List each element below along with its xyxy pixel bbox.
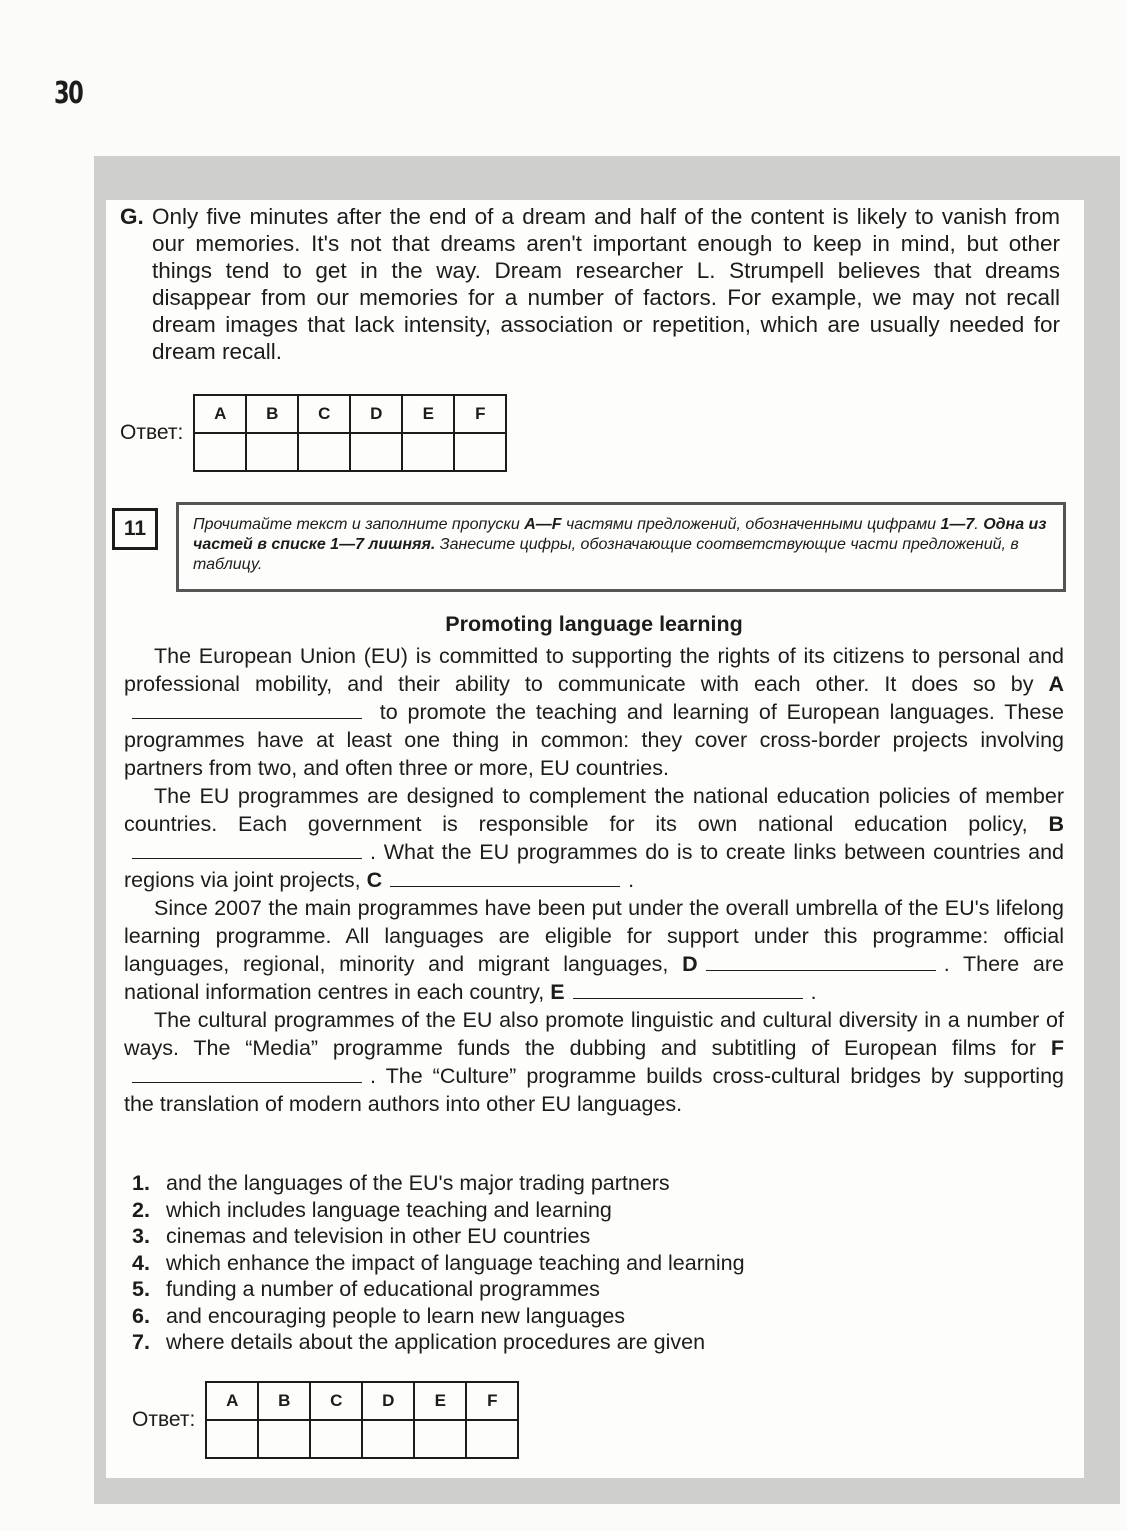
option-number: 1. [132, 1171, 150, 1195]
option-text: which enhance the impact of language teaching and learning [166, 1250, 745, 1275]
instruction-text: . [974, 516, 984, 533]
answer-label: Ответ: [132, 1408, 196, 1431]
instruction-text: Прочитайте текст и заполните пропуски [193, 516, 525, 533]
option-text: funding a number of educational programmes [166, 1277, 600, 1301]
answer-header-e: E [402, 395, 454, 433]
paragraph-2 [124, 782, 1064, 894]
paragraph-text: The cultural programmes of the EU also promote linguistic and cultural diversity in a number of ways. The “Media” programme funds the dubbing and subtitling of European films for [124, 1008, 1064, 1060]
answer-header-d: D [362, 1382, 414, 1420]
answer-header-f: F [454, 395, 506, 433]
option-number: 6. [132, 1303, 150, 1328]
answer-label: Ответ: [120, 421, 184, 444]
paragraph-1 [124, 642, 1064, 782]
answer-cell-d[interactable] [350, 433, 402, 471]
paragraph-text: to promote the teaching and learning of European languages. These programmes have at least one thing in common: they cover cross-border projects involving partners from two, and often three or more, EU countries. [124, 700, 1064, 780]
answer-cell-e[interactable] [414, 1420, 466, 1458]
gap-d-blank[interactable] [706, 969, 936, 971]
answer-header-a: A [206, 1382, 258, 1420]
gap-label-f: F [1050, 1036, 1064, 1060]
paragraph-text: Since 2007 the main programmes have been put under the overall umbrella of the EU's lifelong learning programme. All languages are eligible for support under this programme: official languages, regional, minority and migrant languages, [124, 896, 1064, 976]
option-item [132, 1276, 1032, 1303]
item-g-text: Only five minutes after the end of a dream and half of the content is likely to vanish from our memories. It's not that dreams aren't important enough to keep in mind, but other things tend to get in the way. Dream researcher L. Strumpell believes that dreams disappear from our memories for a number of factors. For example, we may not recall dream images that lack intensity, association or repetition, which are usually needed for dream recall. [152, 204, 1060, 364]
option-text: which includes language teaching and learning [166, 1197, 612, 1222]
item-g [120, 203, 1060, 365]
paragraph-4 [124, 1006, 1064, 1118]
gap-label-b: B [1048, 812, 1065, 836]
answer-header-b: B [258, 1382, 310, 1420]
answer-cell-d[interactable] [362, 1420, 414, 1458]
answer-header-f: F [466, 1382, 518, 1420]
paragraph-text: . The “Culture” programme builds cross-cultural bridges by supporting the translation of modern authors into other EU languages. [124, 1064, 1064, 1116]
answer-header-d: D [350, 395, 402, 433]
gap-label-c: C [366, 868, 383, 892]
answer-cell-c[interactable] [298, 433, 350, 471]
option-text: and the languages of the EU's major trading partners [166, 1171, 670, 1195]
instruction-emphasis: Одна из частей в списке 1—7 лишняя. [193, 516, 1047, 553]
answer-header-a: A [194, 395, 246, 433]
option-item [132, 1303, 1032, 1330]
instruction-emphasis: A—F [524, 516, 562, 533]
answer-cell-b[interactable] [258, 1420, 310, 1458]
gap-b-blank[interactable] [132, 857, 362, 859]
answer-grid-2 [132, 1381, 519, 1459]
answer-table [205, 1381, 519, 1459]
answer-cell-f[interactable] [454, 433, 506, 471]
option-item [132, 1250, 1032, 1277]
instruction-text: Занесите цифры, обозначающие соответствующие части предложений, в таблицу. [193, 536, 1019, 573]
option-text: cinemas and television in other EU countries [166, 1224, 591, 1248]
options-list [132, 1170, 1032, 1356]
item-g-letter: G. [120, 204, 144, 229]
paragraph-text: . [810, 980, 817, 1004]
option-number: 3. [132, 1224, 150, 1248]
answer-cell-a[interactable] [206, 1420, 258, 1458]
paragraph-text: The EU programmes are designed to complement the national education policies of member countries. Each government is responsible for its own national education policy, [124, 784, 1064, 836]
gap-a-blank[interactable] [132, 717, 362, 719]
paragraph-text: . There are national information centres in each country, [124, 952, 1064, 1004]
answer-grid-1 [120, 394, 507, 472]
paragraph-text: . [628, 868, 635, 892]
answer-header-c: C [310, 1382, 362, 1420]
answer-cell-e[interactable] [402, 433, 454, 471]
option-item [132, 1197, 1032, 1224]
option-number: 2. [132, 1197, 150, 1222]
option-number: 4. [132, 1250, 150, 1275]
paragraph-text: The European Union (EU) is committed to supporting the rights of its citizens to personal and professional mobility, and their ability to communicate with each other. It does so by [124, 644, 1064, 696]
page-number: 30 [54, 76, 83, 111]
paragraph-3 [124, 894, 1064, 1006]
option-number: 5. [132, 1277, 150, 1301]
gap-c-blank[interactable] [390, 885, 620, 887]
answer-cell-a[interactable] [194, 433, 246, 471]
option-text: and encouraging people to learn new languages [166, 1303, 626, 1328]
gap-e-blank[interactable] [573, 997, 803, 999]
answer-cell-b[interactable] [246, 433, 298, 471]
answer-header-b: B [246, 395, 298, 433]
reading-text [124, 642, 1064, 1118]
option-item [132, 1329, 1032, 1356]
option-item [132, 1223, 1032, 1250]
answer-header-e: E [414, 1382, 466, 1420]
answer-table [193, 394, 507, 472]
text-title: Promoting language learning [445, 612, 743, 636]
task-instruction [176, 502, 1066, 592]
gap-label-d: D [682, 952, 698, 976]
gap-label-e: E [550, 980, 565, 1004]
option-number: 7. [132, 1330, 150, 1354]
answer-cell-c[interactable] [310, 1420, 362, 1458]
instruction-text: частями предложений, обозначенными цифрами [561, 516, 941, 533]
option-item [132, 1170, 1032, 1197]
answer-header-c: C [298, 395, 350, 433]
instruction-emphasis: 1—7 [940, 516, 975, 533]
task-number: 11 [112, 508, 158, 550]
answer-cell-f[interactable] [466, 1420, 518, 1458]
gap-f-blank[interactable] [132, 1081, 362, 1083]
paragraph-text: . What the EU programmes do is to create links between countries and regions via joint projects, [124, 840, 1064, 892]
option-text: where details about the application procedures are given [166, 1330, 706, 1354]
gap-label-a: A [1048, 672, 1064, 696]
